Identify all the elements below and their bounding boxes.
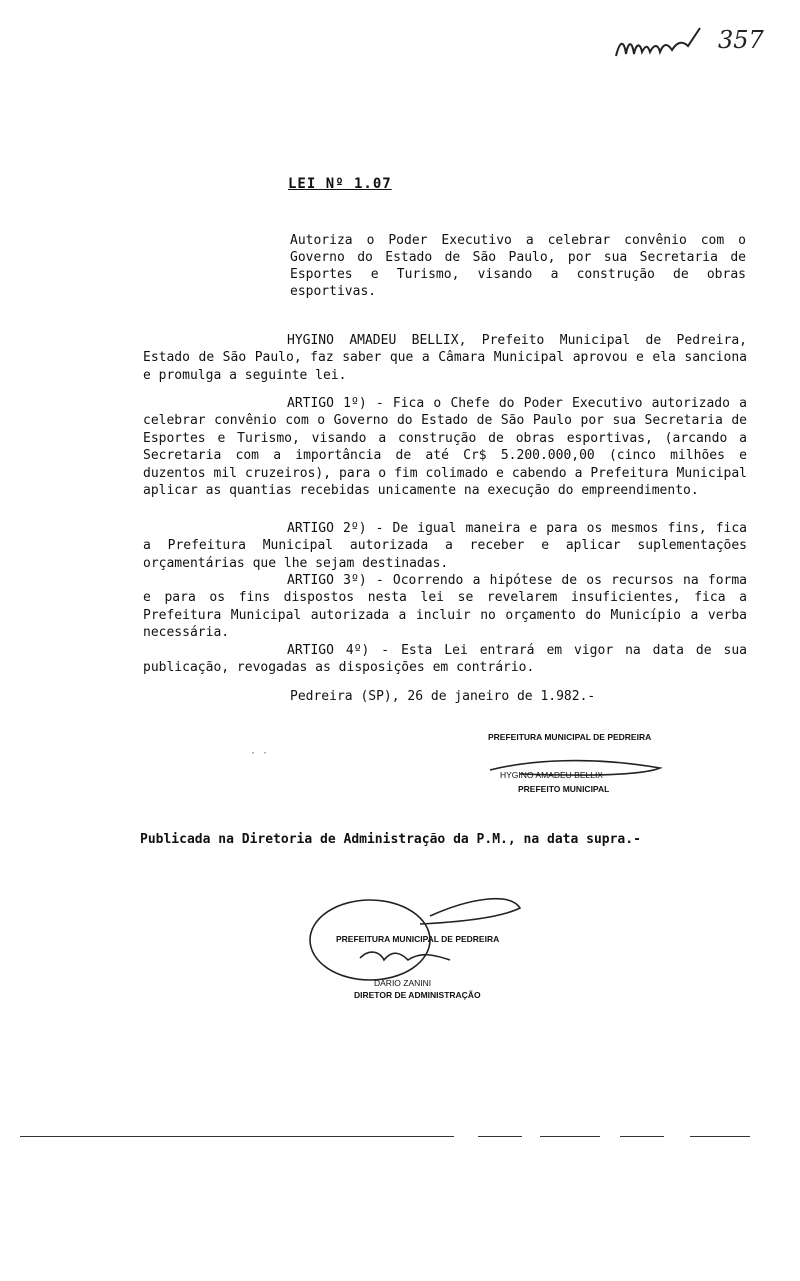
publication-note: Publicada na Diretoria de Administração da P.M., na data supra.-: [140, 832, 641, 847]
law-title: LEI Nº 1.07: [288, 176, 392, 192]
footer-rule: [690, 1136, 750, 1137]
footer-rule: [20, 1136, 454, 1137]
footer-rule: [540, 1136, 600, 1137]
law-summary: Autoriza o Poder Executivo a celebrar convênio com o Governo do Estado de São Paulo, por sua Secretaria de Esportes e Turismo, visando a construção de obras esportivas.: [290, 233, 746, 299]
stamp-name: HYGINO AMADEU BELLIX: [500, 770, 603, 780]
stamp-name: DARIO ZANINI: [374, 978, 432, 988]
footer-rule: [620, 1136, 664, 1137]
article-3: ARTIGO 3º) - Ocorrendo a hipótese de os recursos na forma e para os fins dispostos nesta lei se revelarem insuficientes, fica a Prefeitura Municipal autorizada a incluir no orçamento do Município a verba necessária.: [143, 573, 747, 641]
scan-speck: · ·: [250, 748, 269, 759]
stamp-org: PREFEITURA MUNICIPAL DE PEDREIRA: [336, 934, 500, 944]
article-4: ARTIGO 4º) - Esta Lei entrará em vigor na data de sua publicação, revogadas as disposições em contrário.: [143, 643, 747, 676]
preamble: HYGINO AMADEU BELLIX, Prefeito Municipal de Pedreira, Estado de São Paulo, faz saber que a Câmara Municipal aprovou e ela sanciona e promulga a seguinte lei.: [143, 333, 747, 383]
director-signature-stamp: [300, 888, 530, 1008]
date-line: Pedreira (SP), 26 de janeiro de 1.982.-: [290, 689, 596, 704]
mayor-signature: [470, 746, 680, 786]
handwritten-initials: [612, 22, 720, 62]
mayor-signature-stamp: [470, 726, 680, 806]
article-1: ARTIGO 1º) - Fica o Chefe do Poder Executivo autorizado a celebrar convênio com o Governo do Estado de São Paulo por sua Secretaria de Esportes e Turismo, visando a construção de obras esportivas, (arcando a Secretaria com a importância de até Cr$ 5.200.000,00 (cinco milhões e duzentos mil cruzeiros), para o fim colimado e cabendo a Prefeitura Municipal aplicar as quantias recebidas unicamente na execução do empreendimento.: [143, 396, 747, 499]
footer-rule: [478, 1136, 522, 1137]
page-number: [612, 16, 772, 66]
article-2: ARTIGO 2º) - De igual maneira e para os mesmos fins, fica a Prefeitura Municipal autorizada a receber e aplicar suplementações orçamentárias que lhe sejam destinadas.: [143, 521, 747, 571]
stamp-org: PREFEITURA MUNICIPAL DE PEDREIRA: [488, 732, 652, 742]
page-number-value: 357: [718, 26, 764, 54]
stamp-role: DIRETOR DE ADMINISTRAÇÃO: [354, 990, 481, 1000]
stamp-role: PREFEITO MUNICIPAL: [518, 784, 610, 794]
